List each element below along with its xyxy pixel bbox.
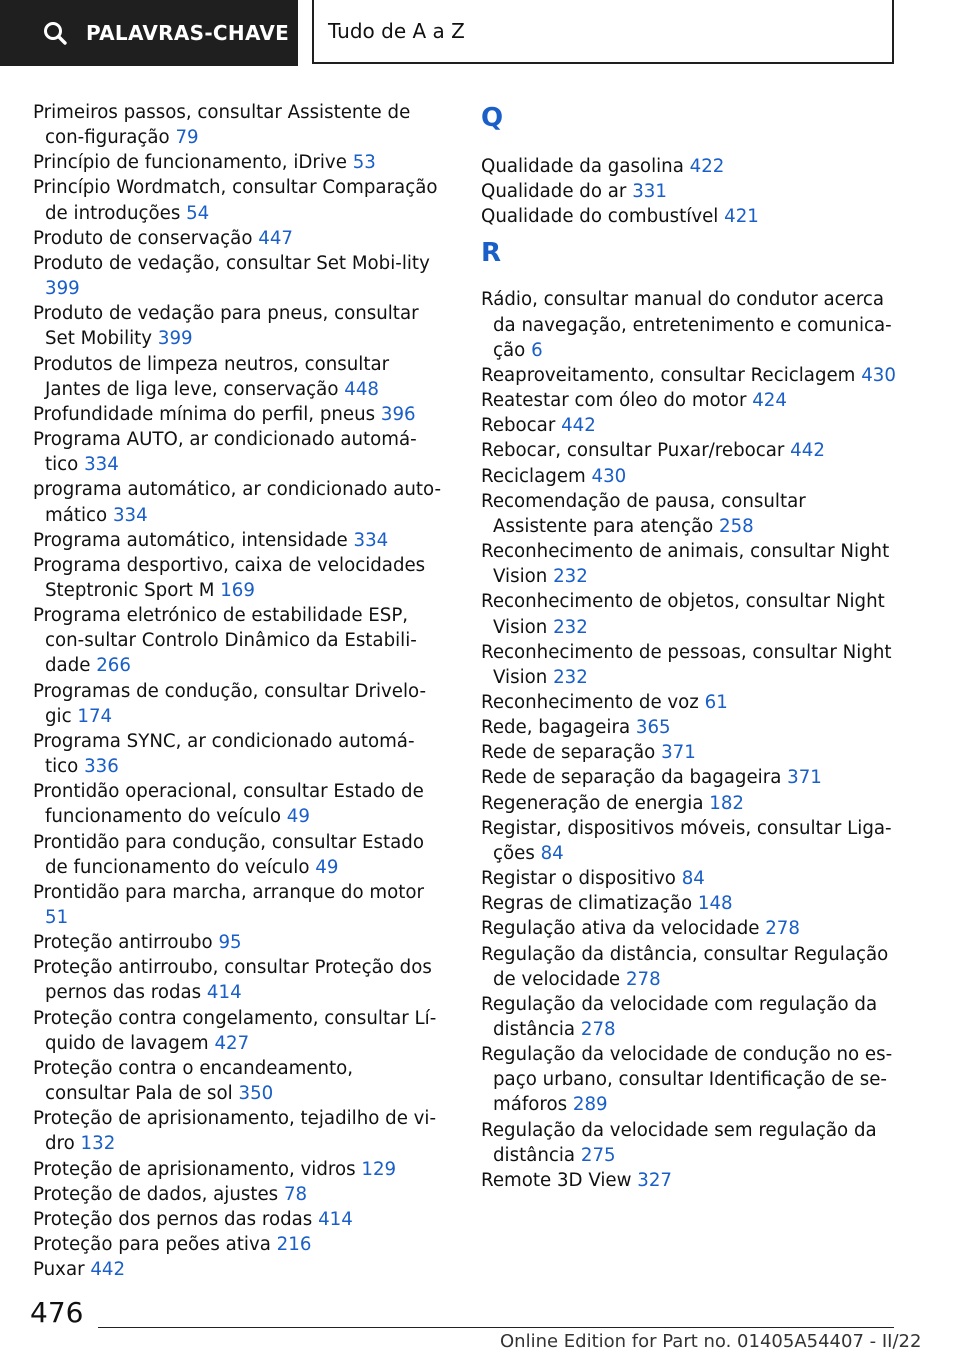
index-entry (481, 992, 901, 1042)
page-reference-link[interactable]: 414 (206, 982, 242, 1004)
page-reference-link[interactable]: 54 (186, 202, 210, 224)
index-entry (481, 816, 901, 866)
index-entry (33, 301, 443, 351)
index-entry-text: Reaproveitamento, consultar Reciclagem (481, 364, 856, 386)
page-reference-link[interactable]: 427 (214, 1032, 250, 1054)
index-entry-text: Prontidão operacional, consultar Estado de funcionamento do veículo (33, 781, 424, 828)
index-entry (481, 690, 901, 715)
page-reference-link[interactable]: 232 (553, 616, 588, 638)
index-entry-text: Produto de conservação (33, 227, 253, 249)
index-entry (33, 150, 443, 175)
index-entry-text: Qualidade da gasolina (481, 156, 684, 177)
index-entry (33, 930, 443, 955)
index-entry (481, 640, 901, 690)
index-entry (33, 477, 443, 527)
page-reference-link[interactable]: 174 (77, 705, 113, 727)
index-entry (33, 830, 443, 880)
page-reference-link[interactable]: 51 (45, 907, 69, 928)
index-entry (33, 880, 443, 930)
page-reference-link[interactable]: 49 (315, 856, 339, 878)
index-entry-text: Rede, bagageira (481, 717, 631, 739)
index-entry-text: Proteção contra o encandeamento, consultar Pala de sol (33, 1057, 354, 1105)
page-reference-link[interactable]: 448 (344, 378, 379, 400)
index-entry-text: Reconhecimento de objetos, consultar Night Vision (481, 591, 885, 638)
index-entry (33, 251, 443, 301)
page-reference-link[interactable]: 334 (112, 504, 148, 526)
index-entry-text: Proteção para peões ativa (33, 1234, 271, 1256)
index-entry (481, 204, 901, 229)
index-entry (33, 603, 443, 678)
index-entry-text: Primeiros passos, consultar Assistente de con-figuração (33, 102, 411, 149)
index-entry (481, 942, 901, 992)
page-reference-link[interactable]: 447 (258, 227, 293, 249)
page-reference-link[interactable]: 278 (625, 968, 661, 990)
index-entry (481, 1168, 901, 1193)
page-reference-link[interactable]: 442 (561, 415, 596, 437)
edition-note: Online Edition for Part no. 01405A54407 - II/22 (500, 1331, 922, 1352)
index-entry-text: Proteção antirroubo, consultar Proteção dos pernos das rodas (33, 957, 432, 1004)
index-entry (33, 1207, 443, 1232)
section-letter-q: Q (481, 103, 504, 133)
index-entry (481, 388, 901, 413)
index-entry-text: Reconhecimento de pessoas, consultar Night Vision (481, 641, 892, 688)
index-entry (33, 402, 443, 427)
index-entry-text: Reatestar com óleo do motor (481, 390, 747, 412)
section-r-list (481, 287, 901, 1193)
index-entry-text: Remote 3D View (481, 1169, 632, 1191)
page-reference-link[interactable]: 371 (661, 742, 696, 764)
index-entry-text: Reciclagem (481, 465, 586, 487)
page-reference-link[interactable]: 430 (861, 364, 896, 386)
page-reference-link[interactable]: 424 (752, 390, 787, 412)
index-entry-text: Programa automático, intensidade (33, 529, 348, 551)
page-reference-link[interactable]: 278 (580, 1019, 616, 1040)
page-reference-link[interactable]: 95 (218, 932, 242, 954)
page-reference-link[interactable]: 371 (787, 767, 822, 789)
index-entry-text: Rebocar (481, 415, 556, 437)
page-reference-link[interactable]: 396 (380, 403, 416, 425)
index-entry-text: Produtos de limpeza neutros, consultar Jantes de liga leve, conservação (33, 353, 390, 400)
page-reference-link[interactable]: 365 (635, 717, 671, 739)
index-entry-text: Qualidade do combustível (481, 206, 719, 228)
index-entry-text: Regulação da velocidade com regulação da distância (481, 993, 878, 1040)
index-entry (33, 1157, 443, 1182)
index-entry-text: Reconhecimento de voz (481, 691, 699, 713)
index-entry-text: Rádio, consultar manual do condutor acerca da navegação, entretenimento e comunica-ção (481, 289, 892, 361)
index-entry-text: Princípio Wordmatch, consultar Comparação de introduções (33, 177, 438, 224)
page-reference-link[interactable]: 84 (540, 842, 564, 864)
index-entry-text: Qualidade do ar (481, 181, 627, 203)
index-entry-text: Regeneração de energia (481, 792, 704, 814)
index-entry (33, 955, 443, 1005)
index-entry (33, 226, 443, 251)
index-entry-text: programa automático, ar condicionado auto-mático (33, 479, 442, 526)
index-entry (33, 427, 443, 477)
page-reference-link[interactable]: 129 (361, 1158, 397, 1180)
index-entry-text: Proteção de aprisionamento, tejadilho de vi-dro (33, 1108, 437, 1155)
index-entry-text: Programas de condução, consultar Drivelo-gic (33, 680, 427, 727)
page-reference-link[interactable]: 232 (553, 666, 588, 688)
page-reference-link[interactable]: 442 (790, 440, 825, 462)
index-entry (481, 740, 901, 765)
page-reference-link[interactable]: 79 (175, 127, 199, 149)
index-entry-text: Proteção contra congelamento, consultar Lí-quido de lavagem (33, 1007, 437, 1054)
index-entry (33, 100, 443, 150)
page-reference-link[interactable]: 336 (84, 756, 119, 778)
keywords-tab[interactable] (0, 0, 298, 66)
index-entry (481, 287, 901, 362)
index-entry-text: Prontidão para condução, consultar Estado de funcionamento do veículo (33, 831, 424, 878)
index-entry (481, 715, 901, 740)
page-reference-link[interactable]: 421 (724, 206, 759, 228)
a-to-z-tab[interactable] (312, 0, 894, 64)
index-entry-text: Princípio de funcionamento, iDrive (33, 152, 347, 174)
page-reference-link[interactable]: 78 (283, 1183, 308, 1205)
index-entry (33, 729, 443, 779)
top-navigation (0, 0, 960, 66)
page-reference-link[interactable]: 275 (580, 1144, 616, 1166)
index-entry-text: Reconhecimento de animais, consultar Night Vision (481, 541, 890, 588)
section-q-list (481, 154, 901, 229)
index-entry-text: Regulação da velocidade sem regulação da distância (481, 1119, 877, 1166)
index-entry (33, 779, 443, 829)
page-reference-link[interactable]: 84 (681, 868, 705, 890)
index-entry-text: Regulação da distância, consultar Regulação de velocidade (481, 943, 889, 990)
index-entry-text: Profundidade mínima do perfil, pneus (33, 403, 376, 425)
index-entry (33, 1182, 443, 1207)
index-entry (481, 464, 901, 489)
page-reference-link[interactable]: 232 (553, 566, 588, 588)
page-reference-link[interactable]: 289 (572, 1094, 608, 1116)
page-reference-link[interactable]: 422 (689, 156, 725, 177)
page-reference-link[interactable]: 430 (591, 465, 627, 487)
page-reference-link[interactable]: 182 (709, 792, 744, 814)
index-entry (33, 553, 443, 603)
index-entry-text: Rede de separação da bagageira (481, 767, 782, 789)
index-entry (33, 1232, 443, 1257)
section-letter-r: R (481, 238, 502, 269)
index-entry-text: Regulação ativa da velocidade (481, 918, 760, 940)
page-reference-link[interactable]: 278 (765, 918, 800, 940)
page-reference-link[interactable]: 49 (286, 806, 310, 828)
index-entry (33, 528, 443, 553)
search-icon (42, 20, 68, 46)
index-entry-text: Programa desportivo, caixa de velocidades Steptronic Sport M (33, 554, 426, 601)
page-reference-link[interactable]: 399 (45, 278, 80, 300)
index-entry (33, 1006, 443, 1056)
page-reference-link[interactable]: 6 (531, 339, 543, 361)
page-reference-link[interactable]: 334 (84, 454, 119, 476)
index-entry-text: Proteção de dados, ajustes (33, 1183, 279, 1205)
page-reference-link[interactable]: 327 (637, 1169, 672, 1191)
keywords-tab-label: PALAVRAS-CHAVE (86, 21, 290, 45)
index-entry-text: Produto de vedação, consultar Set Mobi-lity (33, 252, 430, 274)
page-reference-link[interactable]: 216 (276, 1234, 312, 1256)
index-entry (481, 891, 901, 916)
index-entry-text: Puxar (33, 1259, 85, 1281)
index-entry-text: Produto de vedação para pneus, consultar Set Mobility (33, 303, 419, 350)
index-entry-text: Registar o dispositivo (481, 868, 676, 890)
index-entry (481, 791, 901, 816)
page-reference-link[interactable]: 53 (352, 152, 376, 174)
page-reference-link[interactable]: 258 (719, 515, 754, 537)
index-entry (481, 1118, 901, 1168)
index-entry (481, 489, 901, 539)
index-entry (481, 438, 901, 463)
index-entry (481, 589, 901, 639)
index-entry (481, 866, 901, 891)
index-entry (481, 1042, 901, 1117)
index-entry-text: Programa SYNC, ar condicionado automá-tico (33, 730, 415, 778)
index-entry-text: Proteção antirroubo (33, 932, 213, 954)
page-number: 476 (30, 1296, 84, 1329)
a-to-z-tab-label: Tudo de A a Z (328, 19, 465, 43)
index-entry (481, 179, 901, 204)
index-entry-text: Programa eletrónico de estabilidade ESP, con-sultar Controlo Dinâmico da Estabili-dade (33, 605, 417, 677)
footer-divider (98, 1327, 894, 1328)
index-entry (33, 1257, 443, 1282)
index-entry (481, 363, 901, 388)
index-entry (481, 539, 901, 589)
index-entry (481, 765, 901, 790)
index-entry (33, 1056, 443, 1106)
index-entry-text: Regulação da velocidade de condução no es-paço urbano, consultar Identificação de se-máforos (481, 1044, 893, 1116)
page-reference-link[interactable]: 132 (80, 1133, 116, 1155)
index-entry-text: Regras de climatização (481, 893, 693, 915)
index-entry (33, 679, 443, 729)
page-reference-link[interactable]: 414 (318, 1208, 353, 1230)
page-reference-link[interactable]: 350 (238, 1083, 274, 1105)
page-reference-link[interactable]: 442 (90, 1259, 126, 1281)
index-column-right (481, 100, 901, 1193)
page-reference-link[interactable]: 61 (704, 691, 728, 713)
index-entry (33, 1106, 443, 1156)
index-entry-text: Recomendação de pausa, consultar Assistente para atenção (481, 490, 806, 537)
page-reference-link[interactable]: 399 (157, 328, 193, 350)
page-reference-link[interactable]: 266 (96, 655, 131, 677)
page-reference-link[interactable]: 169 (220, 579, 255, 601)
page-reference-link[interactable]: 148 (697, 893, 733, 915)
index-entry (481, 916, 901, 941)
index-entry (33, 175, 443, 225)
page-reference-link[interactable]: 331 (632, 181, 667, 203)
index-entry-text: Registar, dispositivos móveis, consultar Liga-ções (481, 817, 892, 864)
index-entry-text: Proteção de aprisionamento, vidros (33, 1158, 356, 1180)
page-reference-link[interactable]: 334 (353, 529, 389, 551)
index-entry-text: Rede de separação (481, 742, 656, 764)
index-entry-text: Rebocar, consultar Puxar/rebocar (481, 440, 785, 462)
index-entry (481, 413, 901, 438)
index-column-left (33, 100, 443, 1282)
index-entry (33, 352, 443, 402)
index-entry-text: Prontidão para marcha, arranque do motor (33, 881, 424, 903)
index-entry (481, 154, 901, 179)
index-entry-text: Programa AUTO, ar condicionado automá-tico (33, 429, 417, 476)
index-entry-text: Proteção dos pernos das rodas (33, 1208, 313, 1230)
